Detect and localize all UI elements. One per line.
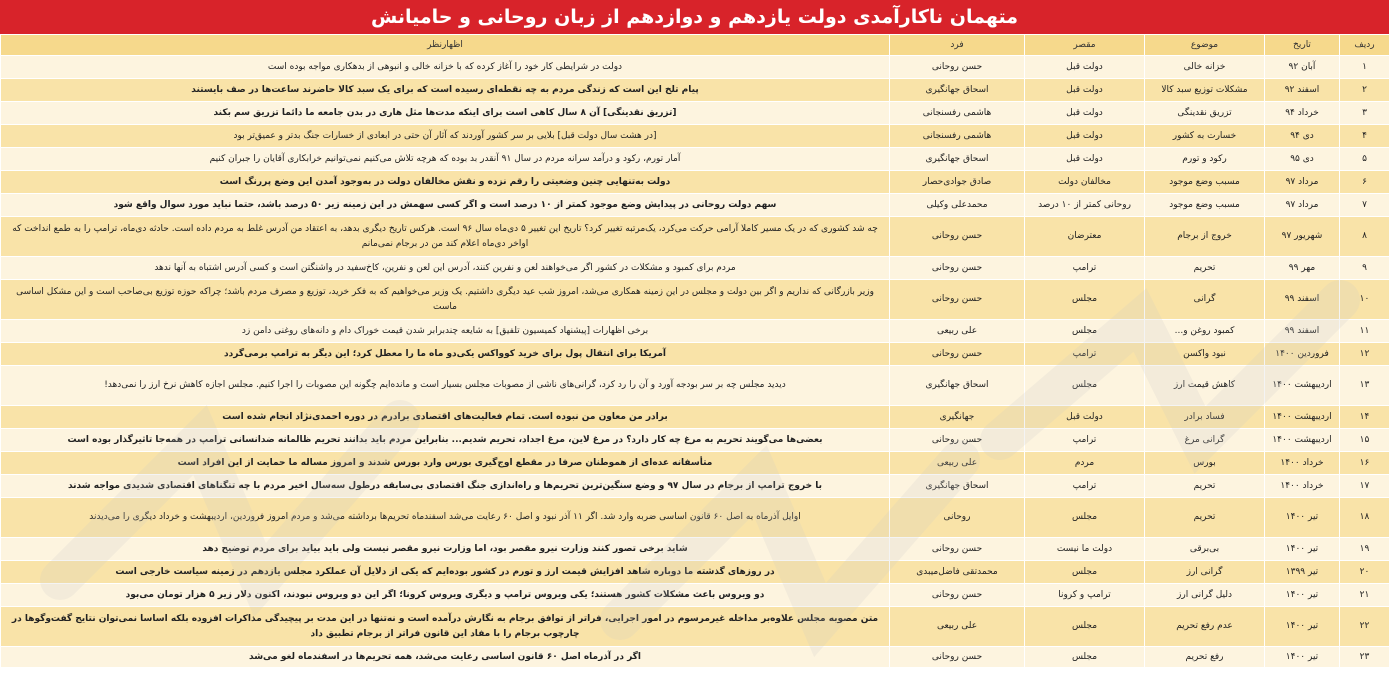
cell-quote: با خروج ترامپ از برجام در سال ۹۷ و وضع سنگین‌ترین تحریم‌ها و راه‌اندازی جنگ اقتصادی بی‌سابقه درطول سه‌سال اخیر مردم با چه تنگناهای اقتصادی شدیدی مواجه شدند: [1, 475, 890, 498]
table-row: [1, 475, 1389, 498]
cell-topic: دلیل گرانی ارز: [1145, 584, 1265, 607]
cell-person: حسن روحانی: [890, 217, 1025, 257]
cell-person: هاشمی رفسنجانی: [890, 102, 1025, 125]
table-row: [1, 561, 1389, 584]
cell-radif: ۱۳: [1340, 366, 1389, 406]
header-radif: ردیف: [1340, 35, 1389, 56]
cell-culprit: ترامپ: [1025, 475, 1145, 498]
cell-person: علی ربیعی: [890, 452, 1025, 475]
cell-topic: بی‌برقی: [1145, 538, 1265, 561]
cell-date: تیر ۱۴۰۰: [1265, 498, 1340, 538]
cell-culprit: مجلس: [1025, 280, 1145, 320]
cell-radif: ۱۱: [1340, 320, 1389, 343]
cell-culprit: ترامپ: [1025, 429, 1145, 452]
data-table: [0, 34, 1389, 668]
cell-radif: ۲۱: [1340, 584, 1389, 607]
table-row: [1, 406, 1389, 429]
cell-topic: گرانی: [1145, 280, 1265, 320]
table-header-row: [1, 35, 1389, 56]
cell-person: علی ربیعی: [890, 607, 1025, 647]
cell-quote: برخی اظهارات [پیشنهاد کمیسیون تلفیق] به شایعه چندبرابر شدن قیمت خوراک دام و دانه‌های روغنی دامن زد: [1, 320, 890, 343]
page-title: متهمان ناکارآمدی دولت یازدهم و دوازدهم از زبان روحانی و حامیانش: [0, 0, 1389, 34]
cell-culprit: دولت ما نیست: [1025, 538, 1145, 561]
cell-date: خرداد ۹۴: [1265, 102, 1340, 125]
cell-radif: ۴: [1340, 125, 1389, 148]
cell-person: اسحاق جهانگیری: [890, 366, 1025, 406]
cell-culprit: مجلس: [1025, 498, 1145, 538]
cell-radif: ۱۵: [1340, 429, 1389, 452]
cell-date: تیر ۱۴۰۰: [1265, 584, 1340, 607]
cell-culprit: دولت قبل: [1025, 56, 1145, 79]
cell-culprit: دولت قبل: [1025, 406, 1145, 429]
cell-date: اسفند ۹۹: [1265, 320, 1340, 343]
cell-topic: فساد برادر: [1145, 406, 1265, 429]
table-row: [1, 217, 1389, 257]
cell-quote: دو ویروس باعث مشکلات کشور هستند؛ یکی ویروس ترامپ و دیگری ویروس کرونا؛ اگر این دو ویروس نبودند، اکنون دلار زیر ۵ هزار تومان می‌بود: [1, 584, 890, 607]
cell-date: تیر ۱۴۰۰: [1265, 607, 1340, 647]
cell-culprit: مخالفان دولت: [1025, 171, 1145, 194]
cell-person: هاشمی رفسنجانی: [890, 125, 1025, 148]
cell-person: حسن روحانی: [890, 280, 1025, 320]
table-row: [1, 280, 1389, 320]
header-quote: اظهارنظر: [1, 35, 890, 56]
cell-quote: وزیر بازرگانی که نداریم و اگر بین دولت و مجلس در این زمینه همکاری می‌شد، امروز شب عید دیگری داشتیم. یک وزیر می‌خواهیم که به فکر خرید، توزیع و مصرف مردم باشد؛ چراکه حوزه توزیع بی‌صاحب است و این مشکل اساسی ماست: [1, 280, 890, 320]
cell-date: تیر ۱۴۰۰: [1265, 647, 1340, 668]
cell-radif: ۱۰: [1340, 280, 1389, 320]
table-row: [1, 320, 1389, 343]
cell-person: محمدتقی فاضل‌میبدی: [890, 561, 1025, 584]
cell-topic: عدم رفع تحریم: [1145, 607, 1265, 647]
cell-topic: نبود واکسن: [1145, 343, 1265, 366]
cell-radif: ۲: [1340, 79, 1389, 102]
cell-topic: تحریم: [1145, 498, 1265, 538]
table-row: [1, 647, 1389, 668]
cell-quote: اگر در آذرماه اصل ۶۰ قانون اساسی رعایت می‌شد، همه تحریم‌ها در اسفندماه لغو می‌شد: [1, 647, 890, 668]
cell-radif: ۲۲: [1340, 607, 1389, 647]
cell-radif: ۷: [1340, 194, 1389, 217]
cell-date: دی ۹۴: [1265, 125, 1340, 148]
cell-culprit: دولت قبل: [1025, 79, 1145, 102]
cell-date: مهر ۹۹: [1265, 257, 1340, 280]
table-row: [1, 366, 1389, 406]
cell-culprit: معترضان: [1025, 217, 1145, 257]
cell-person: محمدعلی وکیلی: [890, 194, 1025, 217]
cell-radif: ۱۸: [1340, 498, 1389, 538]
cell-radif: ۱۷: [1340, 475, 1389, 498]
cell-date: مرداد ۹۷: [1265, 171, 1340, 194]
cell-topic: مشکلات توزیع سبد کالا: [1145, 79, 1265, 102]
cell-topic: کمبود روغن و...: [1145, 320, 1265, 343]
cell-quote: آمار تورم، رکود و درآمد سرانه مردم در سال ۹۱ آنقدر بد بوده که هرچه تلاش می‌کنیم نمی‌توانیم خرابکاری آقایان را جبران کنیم: [1, 148, 890, 171]
cell-date: اردیبهشت ۱۴۰۰: [1265, 366, 1340, 406]
cell-culprit: دولت قبل: [1025, 102, 1145, 125]
cell-quote: پیام تلخ این است که زندگی مردم به چه نقطه‌ای رسیده است که برای یک سبد کالا حاضرند ساعت‌ها در صف بایستند: [1, 79, 890, 102]
cell-quote: شاید برخی تصور کنند وزارت نیرو مقصر بود، اما وزارت نیرو مقصر نیست ولی باید بیاید برای مردم توضیح دهد: [1, 538, 890, 561]
table-row: [1, 194, 1389, 217]
table-row: [1, 102, 1389, 125]
cell-culprit: مردم: [1025, 452, 1145, 475]
cell-date: خرداد ۱۴۰۰: [1265, 452, 1340, 475]
cell-person: علی ربیعی: [890, 320, 1025, 343]
cell-topic: مسبب وضع موجود: [1145, 171, 1265, 194]
table-row: [1, 257, 1389, 280]
cell-quote: دیدید مجلس چه بر سر بودجه آورد و آن را رد کرد، گرانی‌های ناشی از مصوبات مجلس بسیار است و مانده‌ایم چگونه این مصوبات را اجرا کنیم. مجلس اجازه کاهش نرخ ارز را نمی‌دهد!: [1, 366, 890, 406]
cell-topic: گرانی مرغ: [1145, 429, 1265, 452]
cell-quote: مردم برای کمبود و مشکلات در کشور اگر می‌خواهند لعن و نفرین کنند، آدرس این لعن و نفرین، کاخ‌سفید در واشنگتن است و کسی آدرس اشتباه به آنها ندهد: [1, 257, 890, 280]
cell-quote: [در هشت سال دولت قبل] بلایی بر سر کشور آوردند که آثار آن حتی در ابعادی از خسارات جنگ بدتر و عمیق‌تر بود: [1, 125, 890, 148]
cell-date: خرداد ۱۴۰۰: [1265, 475, 1340, 498]
cell-quote: اوایل آذرماه به اصل ۶۰ قانون اساسی ضربه وارد شد. اگر ۱۱ آذر نبود و اصل ۶۰ رعایت می‌شد اسفندماه تحریم‌ها برداشته می‌شد و مردم امروز فروردین، اردیبهشت و خرداد دیگری را می‌دیدند: [1, 498, 890, 538]
cell-quote: در روزهای گذشته ما دوباره شاهد افزایش قیمت ارز و تورم در کشور بوده‌ایم که یکی از دلایل آن عملکرد مجلس یازدهم در زمینه سیاست خارجی است: [1, 561, 890, 584]
header-topic: موضوع: [1145, 35, 1265, 56]
cell-radif: ۸: [1340, 217, 1389, 257]
table-row: [1, 125, 1389, 148]
table-row: [1, 498, 1389, 538]
table-row: [1, 171, 1389, 194]
cell-topic: خزانه خالی: [1145, 56, 1265, 79]
cell-culprit: مجلس: [1025, 366, 1145, 406]
cell-date: شهریور ۹۷: [1265, 217, 1340, 257]
cell-date: تیر ۱۴۰۰: [1265, 538, 1340, 561]
cell-radif: ۱: [1340, 56, 1389, 79]
header-person: فرد: [890, 35, 1025, 56]
cell-person: حسن روحانی: [890, 538, 1025, 561]
cell-culprit: ترامپ: [1025, 343, 1145, 366]
cell-topic: رفع تحریم: [1145, 647, 1265, 668]
cell-culprit: ترامپ و کرونا: [1025, 584, 1145, 607]
cell-radif: ۱۴: [1340, 406, 1389, 429]
cell-date: اسفند ۹۲: [1265, 79, 1340, 102]
cell-topic: مسبب وضع موجود: [1145, 194, 1265, 217]
table-row: [1, 79, 1389, 102]
cell-person: صادق جوادی‌حصار: [890, 171, 1025, 194]
cell-culprit: ترامپ: [1025, 257, 1145, 280]
cell-topic: تحریم: [1145, 475, 1265, 498]
cell-culprit: دولت قبل: [1025, 148, 1145, 171]
table-row: [1, 584, 1389, 607]
cell-culprit: مجلس: [1025, 607, 1145, 647]
table-row: [1, 429, 1389, 452]
cell-person: اسحاق جهانگیری: [890, 148, 1025, 171]
cell-person: اسحاق جهانگیری: [890, 475, 1025, 498]
header-date: تاریخ: [1265, 35, 1340, 56]
cell-date: آبان ۹۲: [1265, 56, 1340, 79]
cell-radif: ۹: [1340, 257, 1389, 280]
cell-person: جهانگیری: [890, 406, 1025, 429]
cell-person: حسن روحانی: [890, 584, 1025, 607]
table-row: [1, 538, 1389, 561]
cell-radif: ۱۶: [1340, 452, 1389, 475]
table-row: [1, 607, 1389, 647]
cell-topic: تحریم: [1145, 257, 1265, 280]
cell-radif: ۵: [1340, 148, 1389, 171]
cell-topic: بورس: [1145, 452, 1265, 475]
cell-date: دی ۹۵: [1265, 148, 1340, 171]
cell-topic: گرانی ارز: [1145, 561, 1265, 584]
cell-culprit: مجلس: [1025, 647, 1145, 668]
cell-radif: ۶: [1340, 171, 1389, 194]
cell-person: حسن روحانی: [890, 257, 1025, 280]
cell-quote: برادر من معاون من نبوده است. تمام فعالیت‌های اقتصادی برادرم در دوره احمدی‌نژاد انجام شده است: [1, 406, 890, 429]
cell-quote: چه شد کشوری که در یک مسیر کاملا آرامی حرکت می‌کرد، یک‌مرتبه تغییر کرد؟ تاریخ این تغییر ۵ دی‌ماه سال ۹۶ است. هرکس تاریخ دیگری بدهد، به اعتقاد من آدرس غلط به مردم داده است. حادثه دی‌ماه، ترامپ را به طمع انداخت که اواخر دی‌ماه اعلام کند من در برجام نمی‌مانم: [1, 217, 890, 257]
cell-quote: [تزریق نقدینگی] آن ۸ سال کاهی است برای اینکه مدت‌ها مثل هاری در بدن جامعه ما دائما تزریق سم بکند: [1, 102, 890, 125]
table-row: [1, 343, 1389, 366]
cell-quote: دولت در شرایطی کار خود را آغاز کرده که با خزانه خالی و انبوهی از بدهکاری مواجه بوده است: [1, 56, 890, 79]
cell-quote: بعضی‌ها می‌گویند تحریم به مرغ چه کار دارد؟ در مرغ لاین، مرغ اجداد، تحریم شدیم... بنابراین مردم باید بدانند تحریم ظالمانه ضدانسانی ترامپ در همه‌جا تاثیرگذار بوده است: [1, 429, 890, 452]
cell-person: حسن روحانی: [890, 429, 1025, 452]
cell-person: حسن روحانی: [890, 56, 1025, 79]
cell-date: فروردین ۱۴۰۰: [1265, 343, 1340, 366]
cell-date: مرداد ۹۷: [1265, 194, 1340, 217]
cell-person: اسحاق جهانگیری: [890, 79, 1025, 102]
cell-topic: رکود و تورم: [1145, 148, 1265, 171]
cell-culprit: مجلس: [1025, 561, 1145, 584]
cell-culprit: روحانی کمتر از ۱۰ درصد: [1025, 194, 1145, 217]
table-row: [1, 452, 1389, 475]
cell-radif: ۱۹: [1340, 538, 1389, 561]
cell-quote: متأسفانه عده‌ای از هموطنان صرفا در مقطع اوج‌گیری بورس وارد بورس شدند و امروز مساله ما حمایت از این افراد است: [1, 452, 890, 475]
cell-quote: آمریکا برای انتقال پول برای خرید کوواکس یکی‌دو ماه ما را معطل کرد؛ این دیگر به ترامپ برمی‌گردد: [1, 343, 890, 366]
cell-radif: ۲۳: [1340, 647, 1389, 668]
cell-date: تیر ۱۳۹۹: [1265, 561, 1340, 584]
cell-topic: خسارت به کشور: [1145, 125, 1265, 148]
cell-quote: متن مصوبه مجلس علاوه‌بر مداخله غیرمرسوم در امور اجرایی، فراتر از توافق برجام به نگارش درآمده است و نه‌تنها در این مدت بر پیچیدگی مذاکرات افزوده بلکه اساسا نمی‌توان نتایج گفت‌وگوها در چارچوب برجام را با مفاد این قانون فراتر از برجام تطبیق داد: [1, 607, 890, 647]
cell-person: حسن روحانی: [890, 343, 1025, 366]
cell-person: حسن روحانی: [890, 647, 1025, 668]
cell-culprit: مجلس: [1025, 320, 1145, 343]
cell-radif: ۱۲: [1340, 343, 1389, 366]
table-row: [1, 148, 1389, 171]
cell-quote: دولت به‌تنهایی چنین وضعیتی را رقم نزده و نقش مخالفان دولت در به‌وجود آمدن این وضع پررنگ است: [1, 171, 890, 194]
table-row: [1, 56, 1389, 79]
cell-date: اسفند ۹۹: [1265, 280, 1340, 320]
header-culprit: مقصر: [1025, 35, 1145, 56]
table-body: [1, 56, 1389, 668]
cell-quote: سهم دولت روحانی در پیدایش وضع موجود کمتر از ۱۰ درصد است و اگر کسی سهمش در این زمینه زیر ۵۰ درصد باشد، حتما نباید مورد سوال واقع شود: [1, 194, 890, 217]
cell-topic: کاهش قیمت ارز: [1145, 366, 1265, 406]
cell-topic: خروج از برجام: [1145, 217, 1265, 257]
cell-date: اردیبهشت ۱۴۰۰: [1265, 429, 1340, 452]
cell-topic: تزریق نقدینگی: [1145, 102, 1265, 125]
cell-date: اردیبهشت ۱۴۰۰: [1265, 406, 1340, 429]
cell-radif: ۲۰: [1340, 561, 1389, 584]
cell-radif: ۳: [1340, 102, 1389, 125]
cell-person: روحانی: [890, 498, 1025, 538]
cell-culprit: دولت قبل: [1025, 125, 1145, 148]
